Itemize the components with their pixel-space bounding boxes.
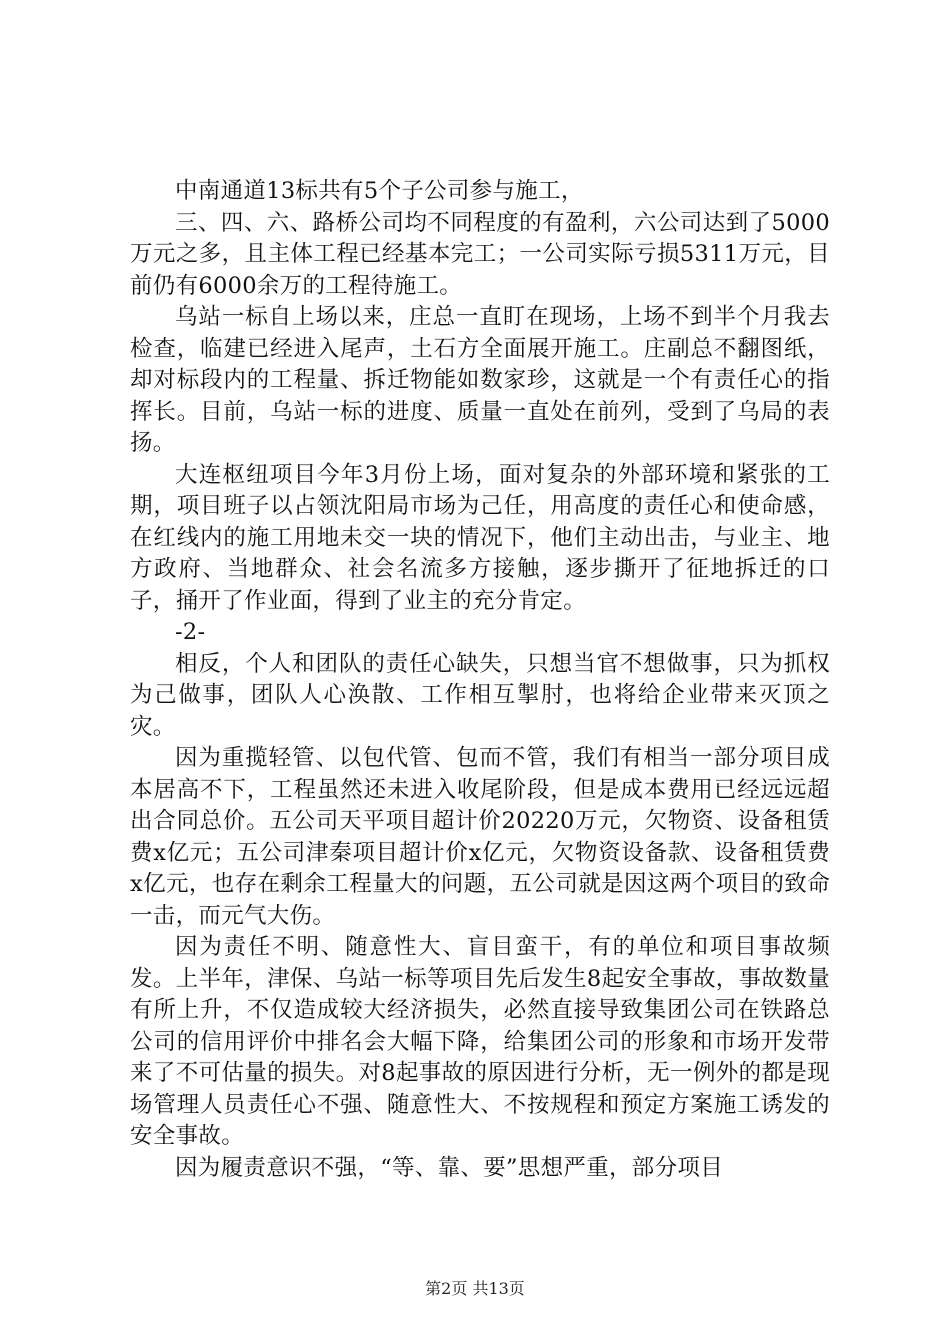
paragraph-2: 三、四、六、路桥公司均不同程度的有盈利，六公司达到了5000万元之多，且主体工程已经基本完工；一公司实际亏损5311万元，目前仍有6000余万的工程待施工。 [130, 209, 830, 299]
paragraph-8: 因为履责意识不强，“等、靠、要”思想严重，部分项目 [175, 1154, 724, 1181]
paragraph-6: 因为重揽轻管、以包代管、包而不管，我们有相当一部分项目成本居高不下，工程虽然还未进入收尾阶段，但是成本费用已经远远超出合同总价。五公司天平项目超计价20220万元，欠物资、设备租赁费x亿元；五公司津秦项目超计价x亿元，欠物资设备款、设备租赁费x亿元，也存在剩余工程量大的问题，五公司就是因这两个项目的致命一击，而元气大伤。 [130, 745, 830, 929]
paragraph-7: 因为责任不明、随意性大、盲目蛮干，有的单位和项目事故频发。上半年，津保、乌站一标等项目先后发生8起安全事故，事故数量有所上升，不仅造成较大经济损失，必然直接导致集团公司在铁路总公司的信用评价中排名会大幅下降，给集团公司的形象和市场开发带来了不可估量的损失。对8起事故的原因进行分析，无一例外的都是现场管理人员责任心不强、随意性大、不按规程和预定方案施工诱发的安全事故。 [130, 934, 830, 1149]
page-footer: 第2页 共13页 [425, 1279, 525, 1298]
paragraph-4: 大连枢纽项目今年3月份上场，面对复杂的外部环境和紧张的工期，项目班子以占领沈阳局市场为己任，用高度的责任心和使命感，在红线内的施工用地未交一块的情况下，他们主动出击，与业主、地方政府、当地群众、社会名流多方接触，逐步撕开了征地拆迁的口子，捅开了作业面，得到了业主的充分肯定。 [130, 461, 830, 614]
document-body [130, 176, 830, 1184]
inline-page-marker: -2- [175, 619, 206, 645]
paragraph-3: 乌站一标自上场以来，庄总一直盯在现场，上场不到半个月我去检查，临建已经进入尾声，土石方全面展开施工。庄副总不翻图纸，却对标段内的工程量、拆迁物能如数家珍，这就是一个有责任心的指挥长。目前，乌站一标的进度、质量一直处在前列，受到了乌局的表扬。 [130, 304, 830, 456]
paragraph-5: 相反，个人和团队的责任心缺失，只想当官不想做事，只为抓权为己做事，团队人心涣散、工作相互掣肘，也将给企业带来灭顶之灾。 [130, 650, 830, 740]
paragraph-1: 中南通道13标共有5个子公司参与施工， [175, 178, 584, 204]
